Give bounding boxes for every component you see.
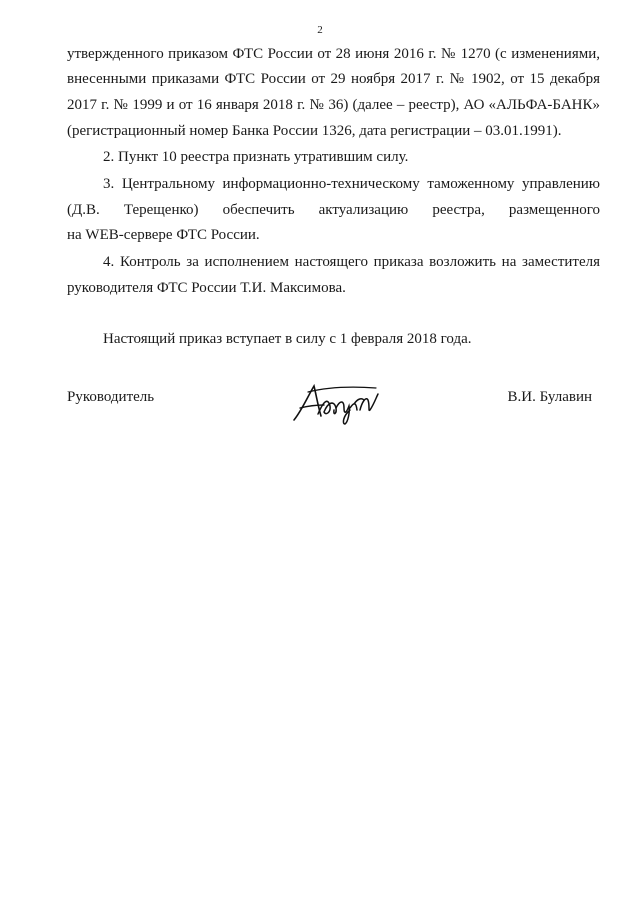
item-3-line-1: 3. Центральному информационно-техническому таможенному управлению	[103, 176, 600, 192]
signer-name: В.И. Булавин	[507, 389, 592, 405]
item-4-line-2: руководителя ФТС России Т.И. Максимова.	[67, 280, 346, 296]
item-2-line-1: 2. Пункт 10 реестра признать утратившим силу.	[103, 149, 409, 165]
page-number: 2	[317, 24, 323, 36]
paragraph-1-line-3: 2017 г. № 1999 и от 16 января 2018 г. № 36) (далее – реестр), АО «АЛЬФА-БАНК»	[67, 97, 600, 113]
handwritten-signature	[288, 380, 382, 426]
effective-date-paragraph: Настоящий приказ вступает в силу с 1 февраля 2018 года.	[103, 331, 472, 347]
paragraph-1-line-2: внесенными приказами ФТС России от 29 ноября 2017 г. № 1902, от 15 декабря	[67, 71, 600, 87]
signer-position-title: Руководитель	[67, 389, 155, 405]
paragraph-1-line-4: (регистрационный номер Банка России 1326, дата регистрации – 03.01.1991).	[67, 123, 562, 139]
item-4-line-1: 4. Контроль за исполнением настоящего приказа возложить на заместителя	[103, 254, 600, 270]
paragraph-1-line-1: утвержденного приказом ФТС России от 28 июня 2016 г. № 1270 (с изменениями,	[67, 46, 600, 62]
item-3-line-3: на WEB-сервере ФТС России.	[67, 227, 260, 243]
item-3-line-2: (Д.В. Терещенко) обеспечить актуализацию реестра, размещенного	[67, 202, 600, 218]
